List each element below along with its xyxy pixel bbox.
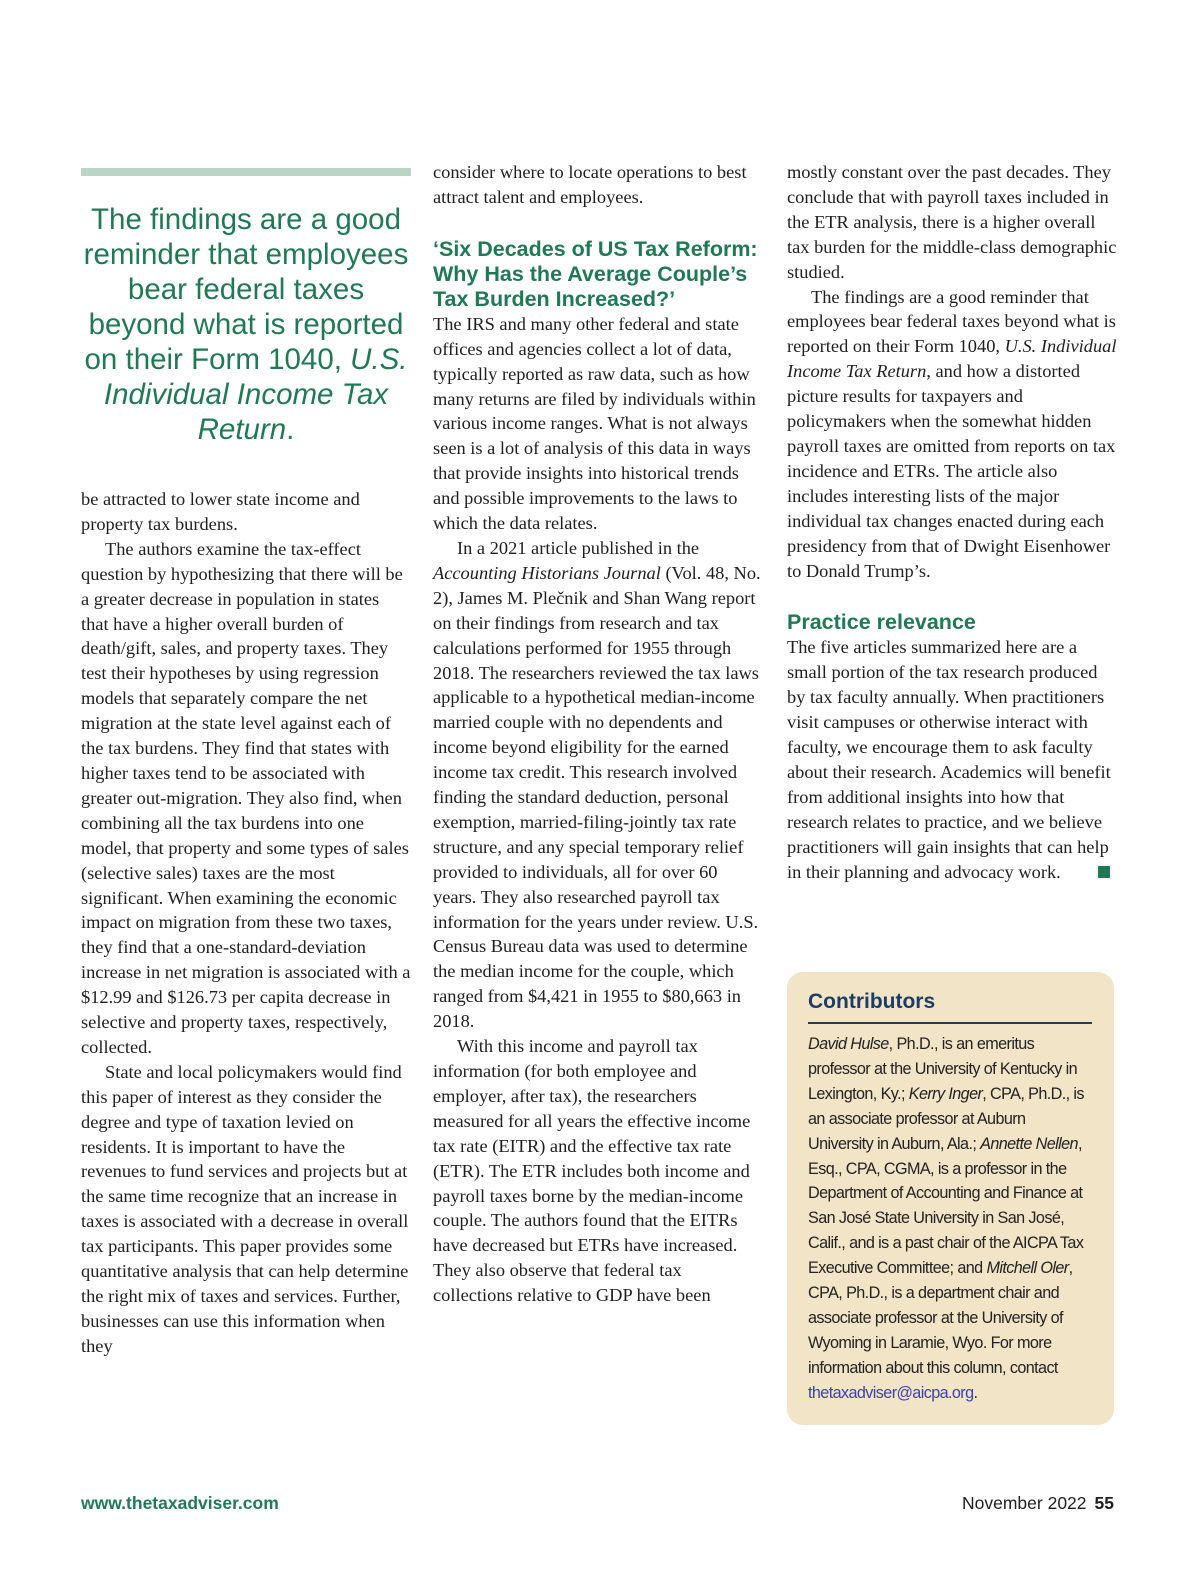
- contributors-box: [787, 972, 1114, 1425]
- pull-quote-form-title: U.S. Individual Income Tax Return: [103, 343, 408, 446]
- footer-issue-info: [962, 1493, 1114, 1514]
- column-1: [81, 168, 411, 1359]
- paragraph: be attracted to lower state income and property tax burdens.: [81, 489, 360, 534]
- section-heading-practice-relevance: Practice relevance: [787, 610, 976, 635]
- footer-website-url[interactable]: www.thetaxadviser.com: [81, 1493, 279, 1513]
- pull-quote: The findings are a good reminder that employees bear federal taxes beyond what is reported on their Form 1040, U.S. Individual Income Tax Return.: [83, 203, 409, 446]
- footer-date: November 2022: [962, 1493, 1087, 1513]
- page-number: 55: [1094, 1493, 1114, 1513]
- column-3: [787, 160, 1117, 884]
- paragraph: consider where to locate operations to best attract talent and employees.: [433, 162, 747, 207]
- paragraph: mostly constant over the past decades. They conclude that with payroll taxes included in the ETR analysis, there is a higher overall tax burden for the middle-class demographic studied.: [787, 162, 1117, 282]
- paragraph: With this income and payroll tax information (for both employee and employer, after tax), the researchers measured for all years the effective income tax rate (EITR) and the effective tax rate (ETR). The ETR includes both income and payroll taxes borne by the median-income couple. The authors found that the EITRs have decreased but ETRs have increased. They also observe that federal tax collections relative to GDP have been: [433, 1036, 751, 1306]
- contributors-title: Contributors: [808, 990, 1092, 1024]
- journal-title: Accounting Historians Journal: [433, 562, 661, 583]
- contributor-name: Annette Nellen: [980, 1134, 1078, 1153]
- contact-email-link[interactable]: thetaxadviser@aicpa.org: [808, 1383, 974, 1402]
- form-title: U.S. Individual Income Tax Return: [787, 336, 1117, 382]
- end-of-article-square-icon: [1098, 866, 1110, 878]
- pull-quote-text: The findings are a good reminder that employees bear federal taxes beyond what is reported on their Form 1040,: [83, 203, 409, 376]
- paragraph: The IRS and many other federal and state offices and agencies collect a lot of data, typically reported as raw data, such as how many returns are filed by individuals within various income ranges. What is not always seen is a lot of analysis of this data in ways that provide insights into historical trends and possible improvements to the laws to which the data relates.: [433, 313, 756, 534]
- pull-quote-rule: [81, 168, 411, 176]
- paragraph: In a 2021 article published in the Accounting Historians Journal (Vol. 48, No. 2), James M. Plečnik and Shan Wang report on their findings from research and tax calculations performed for 1955 through 2018. The researchers reviewed the tax laws applicable to a hypothetical median-income married couple with no dependents and income beyond eligibility for the earned income tax credit. This research involved finding the standard deduction, personal exemption, married-filing-jointly tax rate structure, and any special temporary relief provided to individuals, all for over 60 years. They also researched payroll tax information for the years under review. U.S. Census Bureau data was used to determine the median income for the couple, which ranged from $4,421 in 1955 to $80,663 in 2018.: [433, 537, 761, 1032]
- contributor-name: David Hulse: [808, 1035, 889, 1053]
- paragraph: The five articles summarized here are a small portion of the tax research produced by tax faculty annually. When practitioners visit campuses or otherwise interact with faculty, we encourage them to ask faculty about their research. Academics will benefit from additional insights into how that research relates to practice, and we believe practitioners will gain insights that can help in their planning and advocacy work.: [787, 637, 1111, 882]
- contributor-name: Mitchell Oler: [986, 1259, 1069, 1278]
- column-2: [433, 160, 763, 1308]
- paragraph: State and local policymakers would find this paper of interest as they consider the degree and type of taxation levied on residents. It is important to have the revenues to fund services and projects but at the same time recognize that an increase in taxes is associated with a decrease in overall tax participants. This paper provides some quantitative analysis that can help determine the right mix of taxes and services. Further, businesses can use this information when they: [81, 1061, 409, 1356]
- paragraph: The findings are a good reminder that employees bear federal taxes beyond what is reported on their Form 1040, U.S. Individual Income Tax Return, and how a distorted picture results for taxpayers and policymakers when the somewhat hidden payroll taxes are omitted from reports on tax incidence and ETRs. The article also includes interesting lists of the major individual tax changes enacted during each presidency from that of Dwight Eisenhower to Donald Trump’s.: [787, 286, 1117, 581]
- paragraph: The authors examine the tax-effect question by hypothesizing that there will be a greater decrease in population in states that have a higher overall burden of death/gift, sales, and property taxes. They test their hypotheses by using regression models that separately compare the net migration at the state level against each of the tax burdens. They find that states with higher taxes tend to be associated with greater out-migration. They also find, when combining all the tax burdens into one model, that property and some types of sales (selective sales) taxes are the most significant. When examining the economic impact on migration from these two taxes, they find that a one-standard-deviation increase in net migration is associated with a $12.99 and $126.73 per capita decrease in selective and property taxes, respectively, collected.: [81, 538, 411, 1057]
- contributor-name: Kerry Inger: [908, 1084, 983, 1103]
- section-heading: ‘Six Decades of US Tax Reform: Why Has the Average Couple’s Tax Burden Increased?’: [433, 236, 758, 311]
- contributors-text: David Hulse, Ph.D., is an emeritus professor at the University of Kentucky in Lexington, Ky.; Kerry Inger, CPA, Ph.D., is an associate professor at Auburn University in Auburn, Ala.; Annette Nellen, Esq., CPA, CGMA, is a professor in the Department of Accounting and Finance at San José State University in San José, Calif., and is a past chair of the AICPA Tax Executive Committee; and Mitchell Oler, CPA, Ph.D., is a department chair and associate professor at the University of Wyoming in Laramie, Wyo. For more information about this column, contact thetaxadviser@aicpa.org.: [808, 1035, 1084, 1402]
